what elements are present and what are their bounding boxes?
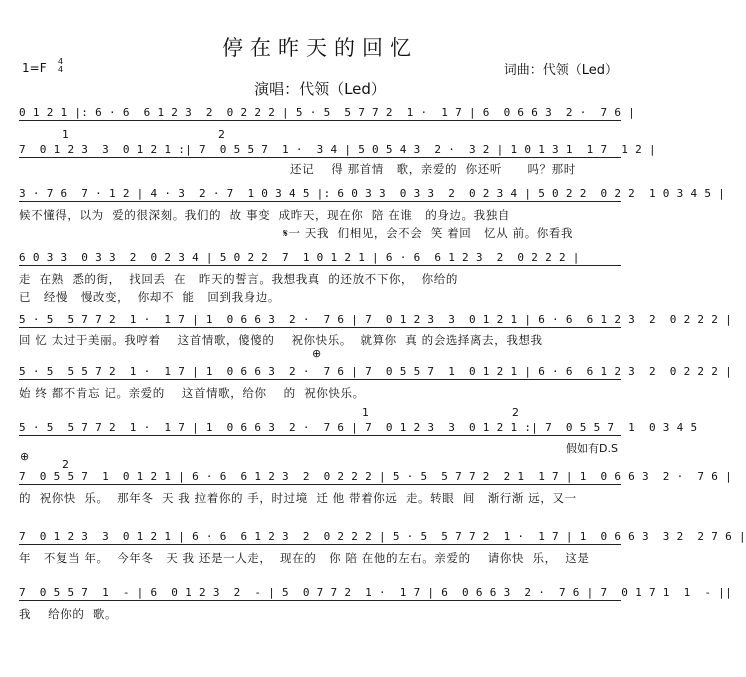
notation-row-10: 7 0 5 5 7 1 - | 6 0 1 2 3 2 - | 5 0 7 7 2 1 · 1 7 | 6 0 6 6 3 2 · 7 6 | 7 0 1 7 1 1 - || (19, 586, 733, 599)
lyrics-row-3-verse-1: 候不懂得，以为 爱的很深刻。我们的 故 事变 成昨天，现在你 陪 在谁 的身边。我独自 (19, 208, 510, 222)
volta-2-mark-row8: 2 (62, 458, 69, 471)
lyrics-row-4-verse-2: 已 经慢 慢改变， 你却不 能 回到我身边。 (19, 290, 281, 304)
notation-row-6: 5 · 5 5 5 7 2 1 · 1 7 | 1 0 6 6 3 2 · 7 6 | 7 0 5 5 7 1 0 1 2 1 | 6 · 6 6 1 2 3 2 0 2 2 2 | (19, 365, 733, 378)
notation-row-3: 3 · 7 6 7 · 1 2 | 4 · 3 2 · 7 1 0 3 4 5 |: 6 0 3 3 0 3 3 2 0 2 3 4 | 5 0 2 2 0 2 2 1 0 3 4 5 | (19, 187, 726, 200)
notation-row-5: 5 · 5 5 7 7 2 1 · 1 7 | 1 0 6 6 3 2 · 7 6 | 7 0 1 2 3 3 0 1 2 1 | 6 · 6 6 1 2 3 2 0 2 2 2 | (19, 313, 733, 326)
lyrics-row-10: 我 给你的 歌。 (19, 607, 118, 621)
notation-row-4: 6 0 3 3 0 3 3 2 0 2 3 4 | 5 0 2 2 7 1 0 1 2 1 | 6 · 6 6 1 2 3 2 0 2 2 2 | (19, 251, 621, 266)
lyrics-row-3-verse-2: 𝄋一 天我 们相见，会不会 笑 着回 忆从 前。你看我 (283, 226, 574, 240)
coda-mark: ⊕ (312, 347, 322, 360)
notation-row-2: 7 0 1 2 3 3 0 1 2 1 :| 7 0 5 5 7 1 · 3 4 | 5 0 5 4 3 2 · 3 2 | 1 0 1 3 1 1 7 1 2 | (19, 143, 656, 156)
coda-mark-row8: ⊕ (20, 450, 30, 463)
volta-1-mark-row7: 1 (362, 406, 369, 419)
notation-row-1: 0 1 2 1 |: 6 · 6 6 1 2 3 2 0 2 2 2 | 5 · 5 5 7 7 2 1 · 1 7 | 6 0 6 6 3 2 · 7 6 | (19, 106, 636, 119)
credit-line: 词曲：代领（Led） (503, 63, 618, 78)
volta-2-mark-row7: 2 (512, 406, 519, 419)
lyrics-row-5: 回 忆 太过于美丽。我哼着 这首情歌，傻傻的 祝你快乐。 就算你 真 的会选择离去，我想我 (19, 333, 543, 347)
time-signature (58, 58, 63, 74)
notation-row-7: 5 · 5 5 7 7 2 1 · 1 7 | 1 0 6 6 3 2 · 7 6 | 7 0 1 2 3 3 0 1 2 1 :| 7 0 5 5 7 1 0 3 4 5 (19, 421, 698, 434)
lyrics-row-6: 始 终 都不肯忘 记。亲爱的 这首情歌，给你 的 祝你快乐。 (19, 386, 365, 400)
volta-2-mark: 2 (218, 128, 225, 141)
lyrics-row-4-verse-1: 走 在熟 悉的街， 找回丢 在 昨天的誓言。我想我真 的还放不下你， 你给的 (19, 272, 458, 286)
ds-note: 假如有D.S (566, 442, 618, 455)
singer-line: 演唱：代领（Led） (254, 80, 386, 98)
notation-row-9: 7 0 1 2 3 3 0 1 2 1 | 6 · 6 6 1 2 3 2 0 2 2 2 | 5 · 5 5 7 7 2 1 · 1 7 | 1 0 6 6 3 3 2 2 7 6 | (19, 530, 746, 543)
key-signature: 1=F (22, 61, 47, 75)
volta-1-mark: 1 (62, 128, 69, 141)
meter-top: 4 (58, 57, 64, 66)
meter-bottom: 4 (58, 65, 64, 74)
notation-row-8: 7 0 5 5 7 1 0 1 2 1 | 6 · 6 6 1 2 3 2 0 2 2 2 | 5 · 5 5 7 7 2 2 1 1 7 | 1 0 6 6 3 2 · 7 6 | (19, 470, 733, 483)
lyrics-row-9: 年 不复当 年。 今年冬 天 我 还是一人走， 现在的 你 陪 在他的左右。亲爱的 请你快 乐， 这是 (19, 551, 590, 565)
lyrics-row-2: 还记 得 那首情 歌，亲爱的 你还听 吗？那时 (290, 162, 576, 176)
lyrics-row-8: 的 祝你快 乐。 那年冬 天 我 拉着你的 手，时过境 迁 他 带着你远 走。转眼 间 渐行渐 远，又一 (19, 491, 577, 505)
page-title: 停在昨天的回忆 (222, 36, 418, 60)
